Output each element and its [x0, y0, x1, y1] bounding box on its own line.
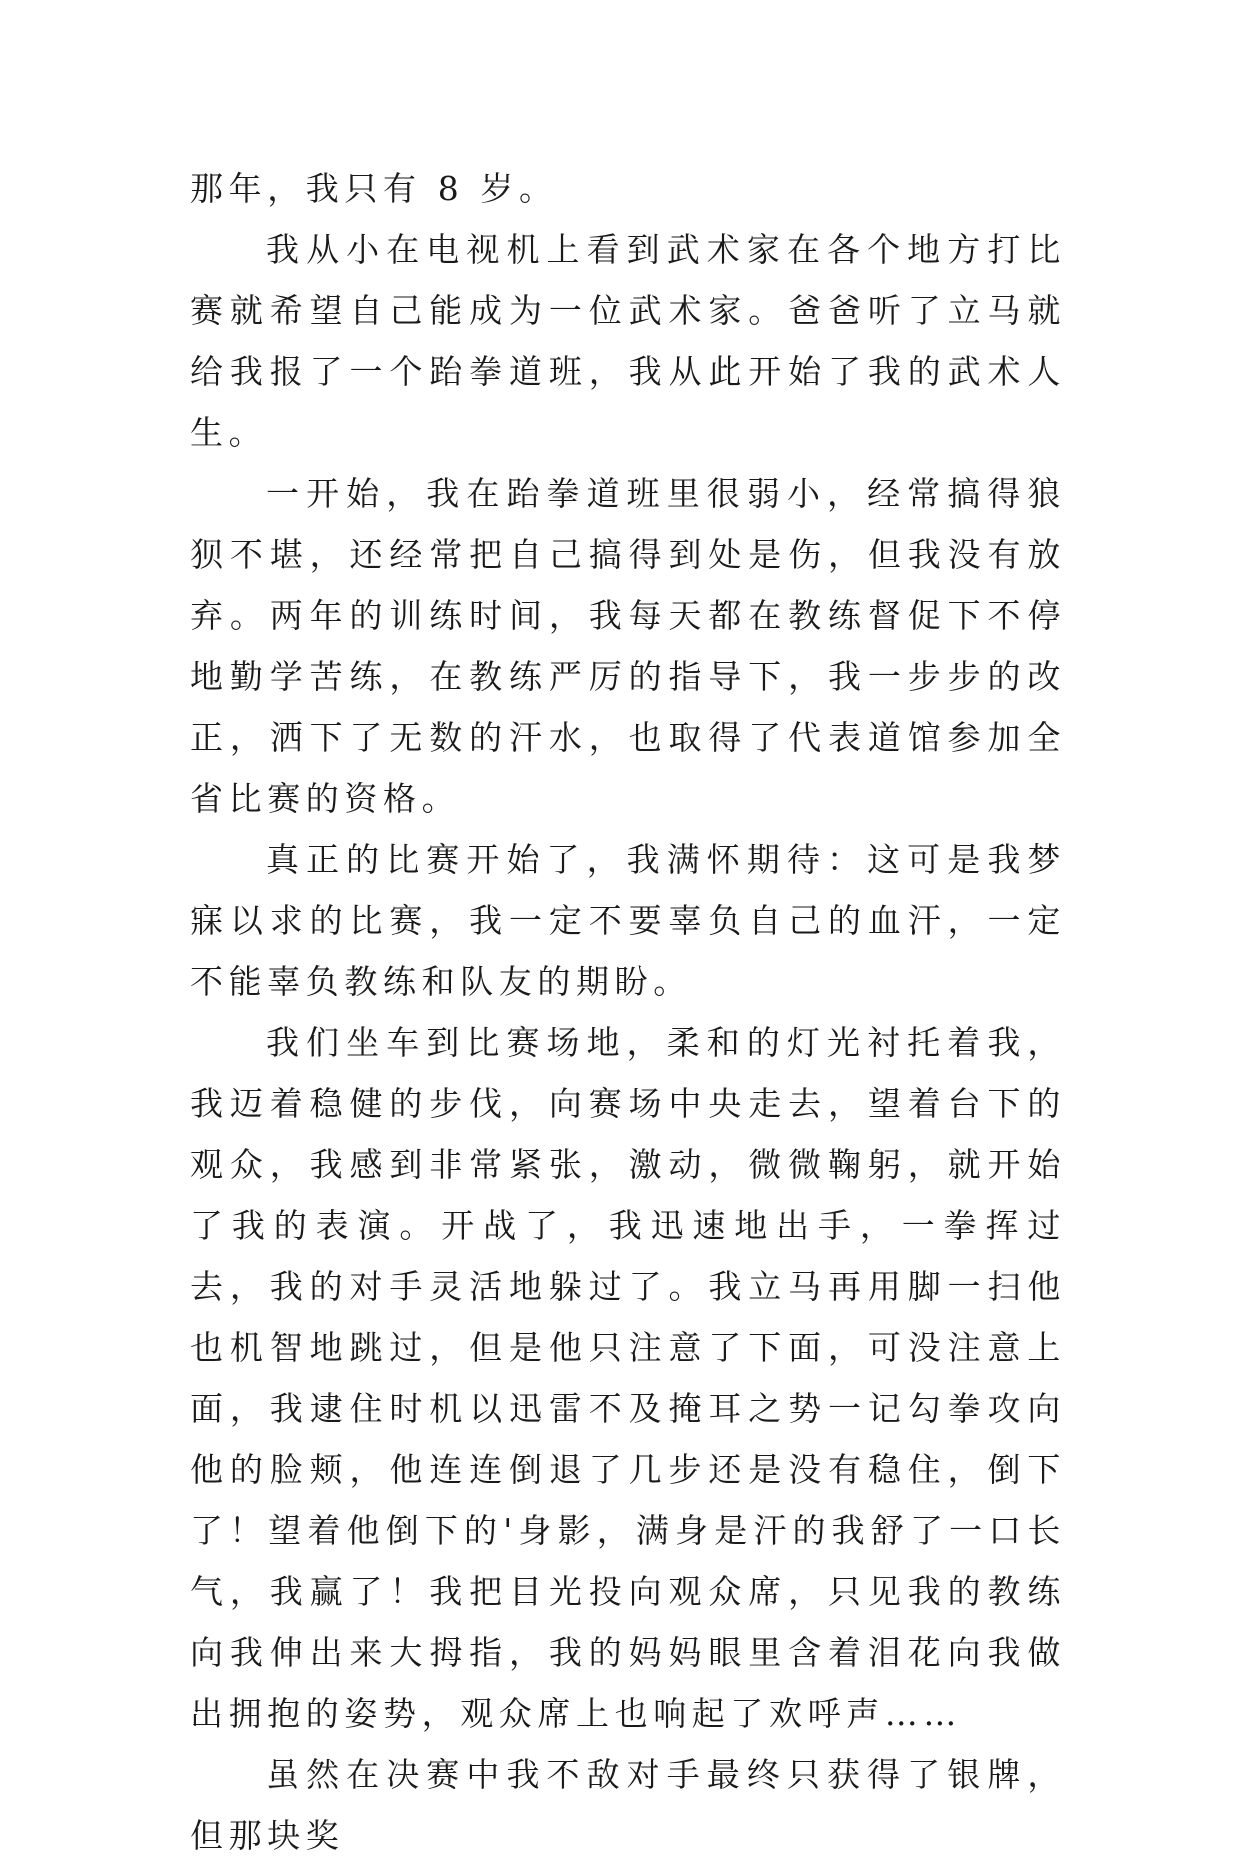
paragraph-5: 我们坐车到比赛场地，柔和的灯光衬托着我，我迈着稳健的步伐，向赛场中央走去，望着台下的观众，我感到非常紧张，激动，微微鞠躬，就开始了我的表演。开战了，我迅速地出手，一拳挥过去，我的对手灵活地躲过了。我立马再用脚一扫他也机智地跳过，但是他只注意了下面，可没注意上面，我逮住时机以迅雷不及掩耳之势一记勾拳攻向他的脸颊，他连连倒退了几步还是没有稳住，倒下了！望着他倒下的'身影，满身是汗的我舒了一口长气，我赢了！我把目光投向观众席，只见我的教练向我伸出来大拇指，我的妈妈眼里含着泪花向我做出拥抱的姿势，观众席上也响起了欢呼声…… [190, 1023, 1066, 1733]
paragraph-6: 虽然在决赛中我不敌对手最终只获得了银牌，但那块奖 [190, 1755, 1066, 1855]
paragraph-4: 真正的比赛开始了，我满怀期待：这可是我梦寐以求的比赛，我一定不要辜负自己的血汗，一定不能辜负教练和队友的期盼。 [190, 840, 1066, 1001]
paragraph-1: 那年，我只有 8 岁。 [190, 169, 558, 208]
paragraph-3: 一开始，我在跆拳道班里很弱小，经常搞得狼狈不堪，还经常把自己搞得到处是伤，但我没有放弃。两年的训练时间，我每天都在教练督促下不停地勤学苦练，在教练严厉的指导下，我一步步的改正，洒下了无数的汗水，也取得了代表道馆参加全省比赛的资格。 [190, 474, 1066, 818]
paragraph-2: 我从小在电视机上看到武术家在各个地方打比赛就希望自己能成为一位武术家。爸爸听了立马就给我报了一个跆拳道班，我从此开始了我的武术人生。 [190, 230, 1066, 452]
essay-body [190, 158, 1066, 1866]
